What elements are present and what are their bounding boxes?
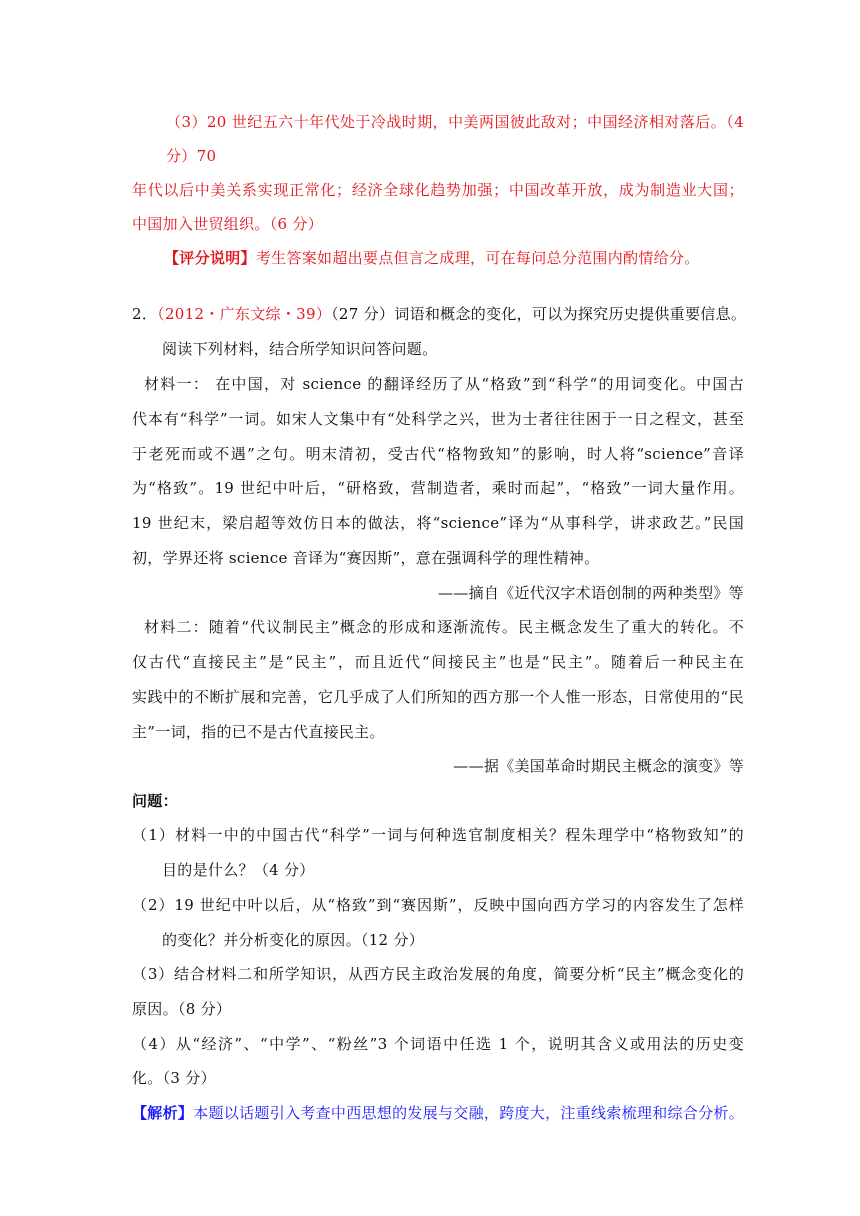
material-1-line-6: 初，学界还将 science 音译为“赛因斯”，意在强调科学的理性精神。	[132, 549, 600, 567]
answer-3-line-4: 中国加入世贸组织。（6 分）	[132, 215, 324, 233]
question-4-line-2: 化。（3 分）	[132, 1069, 216, 1087]
question-3-line-1: （3）结合材料二和所学知识，从西方民主政治发展的角度，简要分析“民主”概念变化的	[132, 965, 744, 983]
material-2-line-2: 仅古代“直接民主”是“民主”，而且近代“间接民主”也是“民主”。随着后一种民主在	[132, 653, 744, 671]
questions-label: 问题：	[132, 792, 178, 810]
material-1-citation: ——摘自《近代汉字术语创制的两种类型》等	[437, 584, 744, 602]
question-2-source: （2012・广东文综・39）	[157, 305, 332, 323]
question-2-header	[132, 304, 747, 324]
scoring-note-label: 【评分说明】	[164, 249, 256, 267]
question-3-line-2: 原因。（8 分）	[132, 1000, 232, 1018]
analysis	[132, 1103, 744, 1123]
question-2-intro: （27 分）词语和概念的变化，可以为探究历史提供重要信息。	[331, 305, 747, 323]
scoring-note	[164, 248, 700, 268]
scoring-note-text: 考生答案如超出要点但言之成理，可在每问总分范围内酌情给分。	[255, 249, 700, 267]
question-2-instruction: 阅读下列材料，结合所学知识问答问题。	[162, 340, 438, 358]
question-2-number: 2．	[132, 305, 158, 323]
question-1-line-2: 目的是什么？（4 分）	[162, 861, 315, 879]
analysis-text: 本题以话题引入考查中西思想的发展与交融，跨度大，注重线索梳理和综合分析。	[193, 1104, 745, 1122]
material-2-line-4: 主”一词，指的已不是古代直接民主。	[132, 723, 385, 741]
material-1-line-4: 为“格致”。19 世纪中叶后，“研格致，营制造者，乘时而起”，“格致”一词大量作用。	[132, 479, 744, 497]
question-2-line-2: 的变化？并分析变化的原因。（12 分）	[162, 931, 425, 949]
answer-3-line-3: 年代以后中美关系实现正常化；经济全球化趋势加强；中国改革开放，成为制造业大国；	[132, 181, 744, 199]
question-2-line-1: （2）19 世纪中叶以后，从“格致”到“赛因斯”，反映中国向西方学习的内容发生了怎样	[132, 896, 744, 914]
material-1-line-1: 材料一： 在中国，对 science 的翻译经历了从“格致”到“科学“的用词变化。中国古	[144, 375, 744, 393]
material-2-line-3: 实践中的不断扩展和完善，它几乎成了人们所知的西方那一个人惟一形态，日常使用的“民	[132, 688, 744, 706]
material-2-citation: ——据《美国革命时期民主概念的演变》等	[453, 757, 744, 775]
answer-3-line-2: 分）70	[166, 147, 217, 165]
material-1-line-2: 代本有“科学”一词。如宋人文集中有“处科学之兴，世为士者往往困于一日之程文，甚至	[132, 410, 744, 428]
material-1-line-5: 19 世纪末，梁启超等效仿日本的做法，将“science”译为“从事科学，讲求政艺。”民国	[132, 514, 744, 532]
answer-3-line-1: （3）20 世纪五六十年代处于冷战时期，中美两国彼此敌对；中国经济相对落后。（4	[166, 113, 744, 131]
question-4-line-1: （4）从“经济”、“中学”、“粉丝”3 个词语中任选 1 个，说明其含义或用法的历史变	[132, 1035, 744, 1053]
question-1-line-1: （1）材料一中的中国古代“科学”一词与何种选官制度相关？程朱理学中“格物致知”的	[132, 826, 744, 844]
analysis-label: 【解析】	[132, 1104, 194, 1122]
material-2-line-1: 材料二：随着“代议制民主”概念的形成和逐渐流传。民主概念发生了重大的转化。不	[144, 618, 744, 636]
material-1-line-3: 于老死而或不遇”之句。明末清初，受古代“格物致知”的影响，时人将“science”音译	[132, 445, 744, 463]
